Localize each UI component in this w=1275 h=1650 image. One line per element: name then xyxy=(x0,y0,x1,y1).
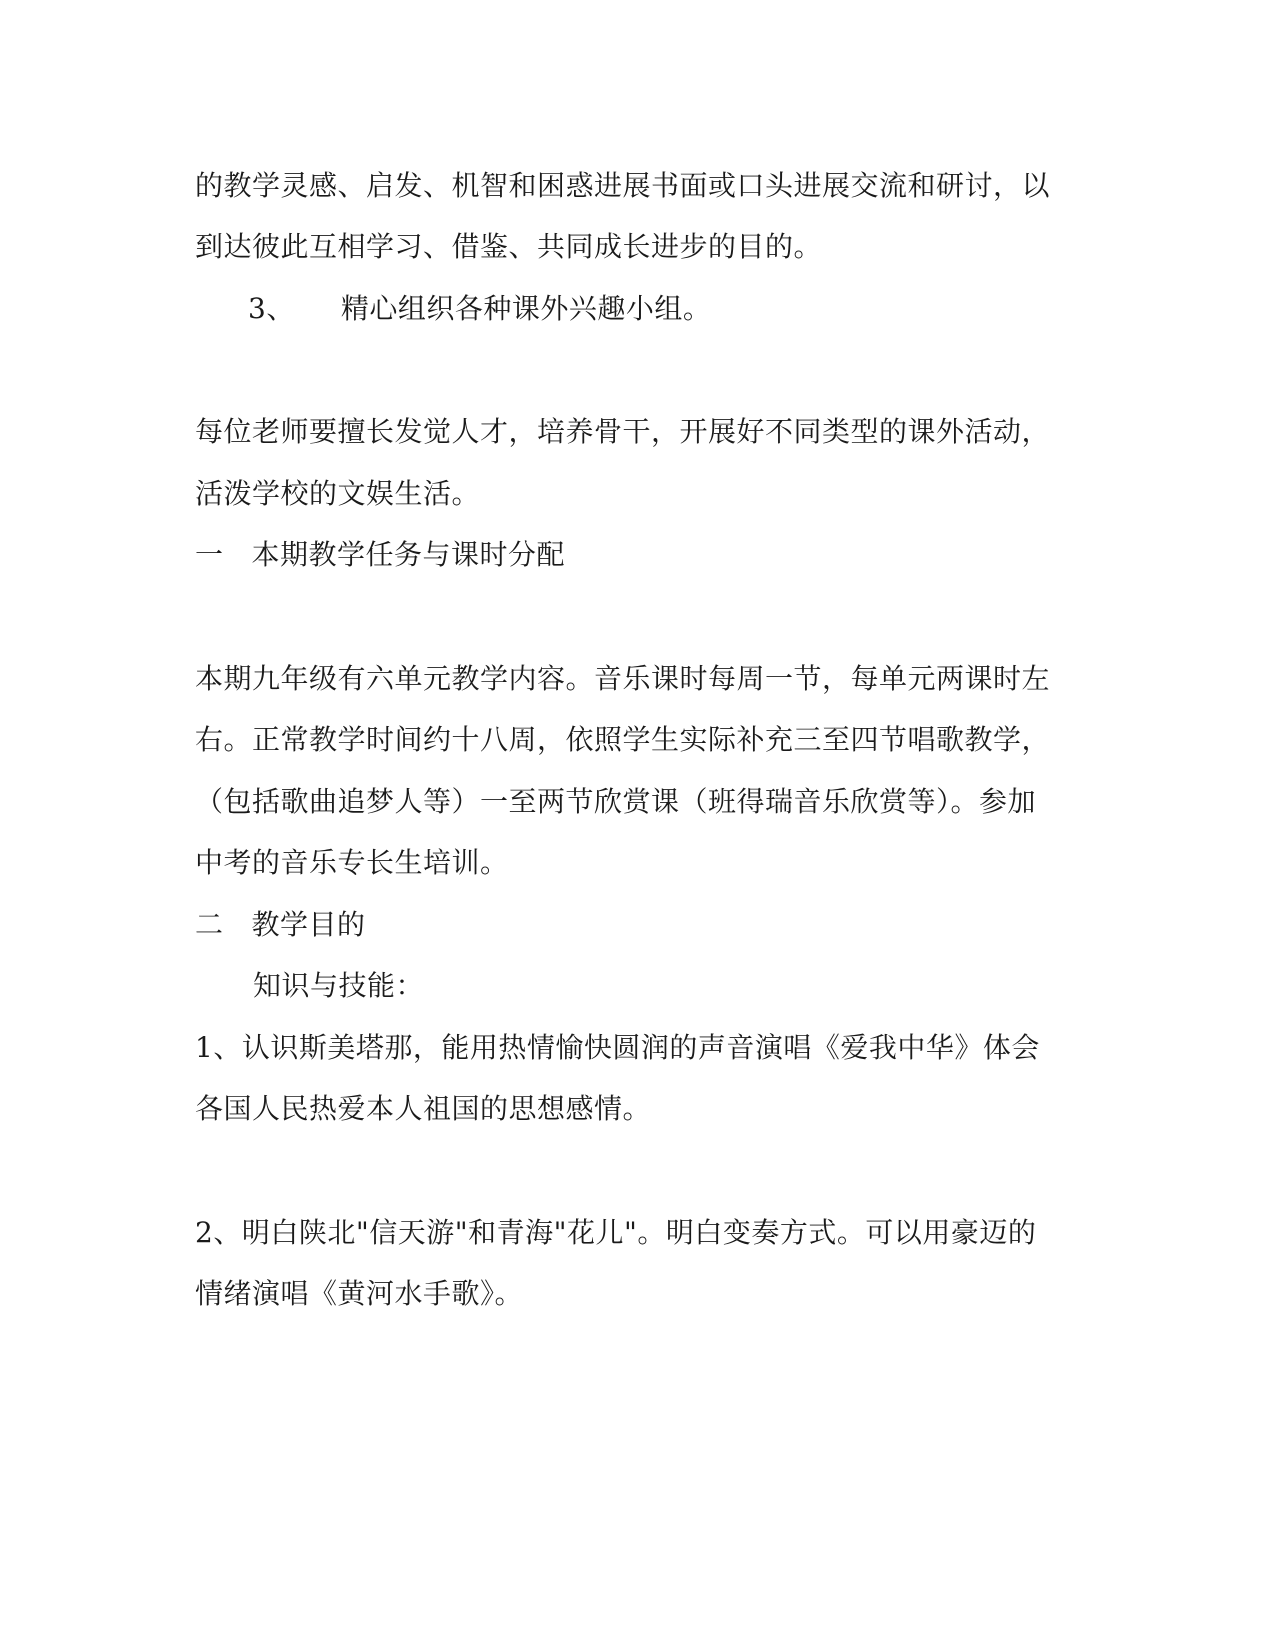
list-item-3 xyxy=(248,291,711,327)
section-title: 教学目的 xyxy=(251,908,366,941)
section-number: 一 xyxy=(195,538,224,571)
section-heading-2 xyxy=(195,907,366,943)
paragraph-line: （包括歌曲追梦人等）一至两节欣赏课（班得瑞音乐欣赏等）。参加 xyxy=(195,785,1037,818)
paragraph-line: 中考的音乐专长生培训。 xyxy=(195,846,509,879)
paragraph-line: 2、明白陕北"信天游"和青海"花儿"。明白变奏方式。可以用豪迈的 xyxy=(195,1216,1037,1249)
section-heading-1 xyxy=(195,537,565,573)
list-item-text: 精心组织各种课外兴趣小组。 xyxy=(340,292,712,325)
paragraph-line: 右。正常教学时间约十八周，依照学生实际补充三至四节唱歌教学， xyxy=(195,723,1051,756)
paragraph-line: 的教学灵感、启发、机智和困惑进展书面或口头进展交流和研讨，以 xyxy=(195,169,1051,202)
paragraph-line: 本期九年级有六单元教学内容。音乐课时每周一节，每单元两课时左 xyxy=(195,662,1051,695)
paragraph-line: 1、认识斯美塔那，能用热情愉快圆润的声音演唱《爱我中华》体会 xyxy=(195,1031,1040,1064)
list-number: 3、 xyxy=(248,292,295,325)
paragraph-line: 活泼学校的文娱生活。 xyxy=(195,477,481,510)
section-title: 本期教学任务与课时分配 xyxy=(251,538,566,571)
paragraph-line: 各国人民热爱本人祖国的思想感情。 xyxy=(195,1092,652,1125)
paragraph-line: 每位老师要擅长发觉人才，培养骨干，开展好不同类型的课外活动， xyxy=(195,415,1051,448)
paragraph-line: 到达彼此互相学习、借鉴、共同成长进步的目的。 xyxy=(195,230,823,263)
subheading: 知识与技能： xyxy=(253,969,425,1002)
section-number: 二 xyxy=(195,908,224,941)
paragraph-line: 情绪演唱《黄河水手歌》。 xyxy=(195,1277,524,1310)
